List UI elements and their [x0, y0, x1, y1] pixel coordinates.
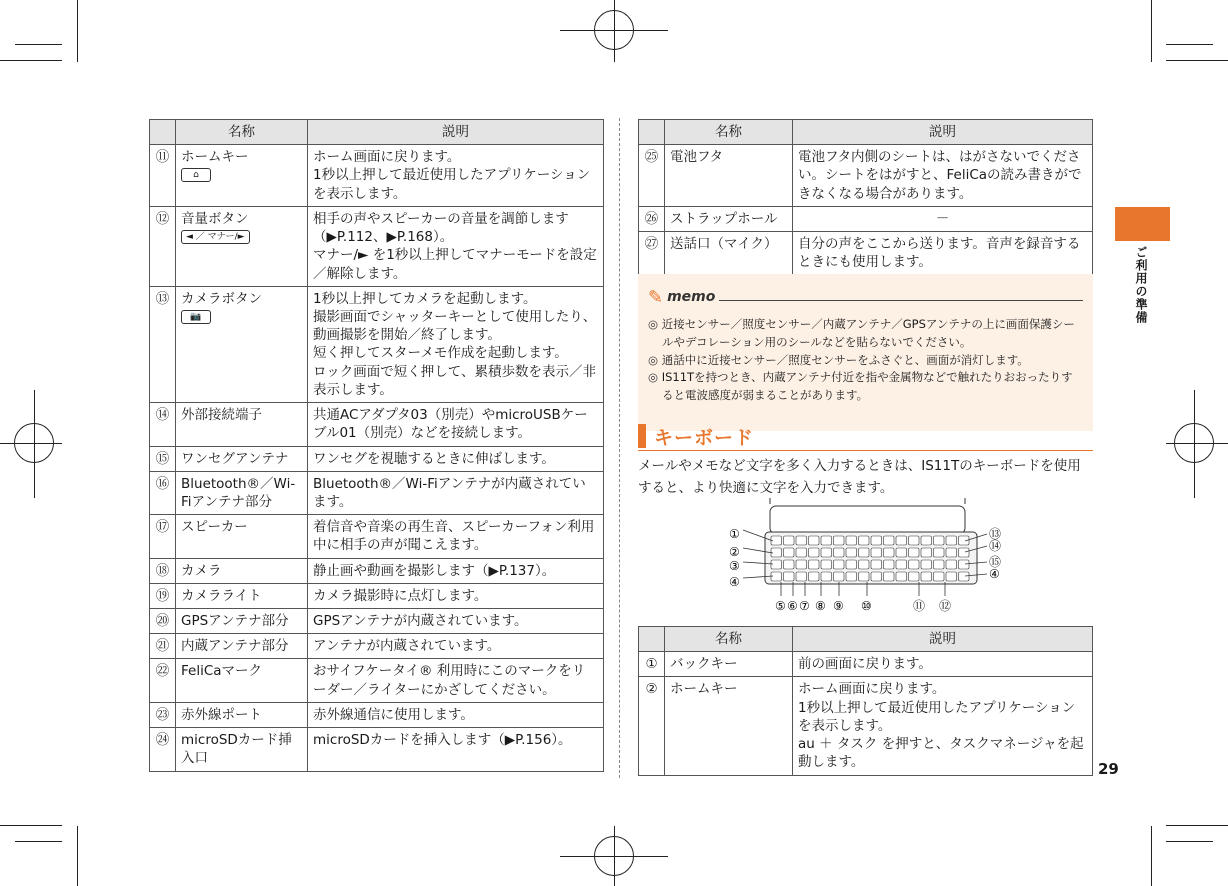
keyboard-key — [871, 548, 882, 557]
left-table-body — [150, 145, 604, 771]
memo-item: ◎ 近接センサー／照度センサー／内蔵アンテナ／GPSアンテナの上に画面保護シールやデコレーション用のシールなどを貼らないでください。 — [648, 317, 1075, 349]
keyboard-key — [796, 560, 807, 569]
bullet-icon: ◎ — [648, 352, 662, 367]
description-line: アンテナが内蔵されています。 — [313, 638, 501, 655]
keyboard-key — [871, 572, 882, 581]
keyboard-key — [959, 548, 970, 557]
row-number: ⑰ — [150, 515, 176, 558]
keyboard-key — [784, 536, 795, 545]
part-description — [308, 471, 604, 514]
keyboard-key — [784, 560, 795, 569]
part-name-text: 電池フタ — [670, 149, 724, 166]
part-description — [308, 515, 604, 558]
description-line: 前の画面に戻ります。 — [798, 656, 932, 673]
keyboard-key — [909, 548, 920, 557]
bottom-callouts — [775, 599, 951, 613]
row-number: ⑬ — [150, 286, 176, 402]
keyboard-key — [896, 548, 907, 557]
heading-bar — [638, 424, 646, 448]
part-description — [308, 446, 604, 471]
part-name — [176, 446, 308, 471]
keyboard-key — [909, 560, 920, 569]
bottom-callout: ⑪ — [913, 599, 926, 613]
keyboard-key — [934, 560, 945, 569]
keyboard-key — [934, 536, 945, 545]
header-desc: 説明 — [308, 120, 604, 145]
description-line: 短く押してスターメモ作成を起動します。 — [313, 345, 568, 362]
header-num — [150, 120, 176, 145]
callout-15: ⑮ — [989, 555, 1002, 569]
part-description — [308, 728, 604, 771]
part-description — [308, 145, 604, 207]
row-number: ㉒ — [150, 659, 176, 702]
description-line: GPSアンテナが内蔵されています。 — [313, 613, 528, 630]
keyboard-key — [834, 560, 845, 569]
part-description — [308, 609, 604, 634]
keyboard-key — [871, 560, 882, 569]
part-name-text: ワンセグアンテナ — [181, 450, 289, 467]
column-divider — [619, 118, 620, 778]
part-name-text: ホームキー — [670, 681, 738, 698]
part-name-text: 赤外線ポート — [181, 706, 262, 723]
memo-item: ◎ IS11Tを持つとき、内蔵アンテナ付近を指や金属物などで触れたりおおったりすると電波感度が弱まることがあります。 — [648, 370, 1073, 403]
header-name: 名称 — [665, 627, 793, 652]
right-table-body — [639, 145, 1093, 275]
part-description — [793, 652, 1093, 677]
bullet-icon: ◎ — [648, 317, 662, 331]
header-desc: 説明 — [793, 627, 1093, 652]
keyboard-key — [846, 560, 857, 569]
memo-item: ◎ 通話中に近接センサー／照度センサーをふさぐと、画面が消灯します。 — [648, 352, 1029, 367]
keyboard-key — [921, 560, 932, 569]
part-name-text: カメラボタン — [181, 290, 262, 307]
description-line: 赤外線通信に使用します。 — [313, 706, 474, 723]
part-name — [176, 659, 308, 702]
table-row — [150, 471, 604, 514]
part-name-text: 内蔵アンテナ部分 — [181, 638, 289, 655]
page-number: 29 — [1098, 760, 1119, 778]
table-row — [639, 232, 1093, 275]
table-row — [150, 145, 604, 207]
table-row — [150, 403, 604, 446]
row-number: ⑪ — [150, 145, 176, 207]
keyboard-key — [859, 560, 870, 569]
chapter-label: ご利用の準備 — [1134, 246, 1148, 324]
part-name — [176, 728, 308, 771]
keyboard-key — [884, 548, 895, 557]
row-number: ⑲ — [150, 583, 176, 608]
keyboard-key — [821, 560, 832, 569]
row-number: ㉑ — [150, 634, 176, 659]
section-heading — [638, 423, 1093, 449]
key-table-body — [639, 652, 1093, 775]
part-name — [176, 471, 308, 514]
keyboard-key — [821, 548, 832, 557]
keyboard-key — [784, 548, 795, 557]
bullet-icon: ◎ — [648, 370, 662, 385]
description-line: au ＋ タスク を押すと、タスクマネージャを起動します。 — [798, 736, 1084, 771]
keyboard-key — [859, 548, 870, 557]
description-line: 1秒以上押してカメラを起動します。 — [313, 290, 537, 307]
keyboard-key — [909, 536, 920, 545]
description-line: 相手の声やスピーカーの音量を調節します（▶P.112、▶P.168）。 — [313, 210, 569, 246]
table-row — [150, 702, 604, 727]
row-number: ⑱ — [150, 558, 176, 583]
part-name — [176, 609, 308, 634]
part-name-text: ホームキー — [181, 149, 249, 166]
header-name: 名称 — [665, 120, 793, 145]
row-number: ⑯ — [150, 471, 176, 514]
part-name — [176, 702, 308, 727]
table-row — [150, 515, 604, 558]
keyboard-key — [846, 572, 857, 581]
part-name-text: Bluetooth®／Wi-Fiアンテナ部分 — [181, 475, 296, 510]
keyboard-key — [871, 536, 882, 545]
keyboard-key — [796, 572, 807, 581]
part-description — [793, 206, 1093, 231]
part-description — [308, 634, 604, 659]
part-name — [176, 403, 308, 446]
key-glyph-icon: ⌂ — [181, 168, 211, 182]
keyboard-key — [834, 548, 845, 557]
keyboard-key — [784, 572, 795, 581]
keyboard-key — [959, 560, 970, 569]
row-number: ⑭ — [150, 403, 176, 446]
keyboard-key — [921, 572, 932, 581]
row-number: ⑳ — [150, 609, 176, 634]
part-name — [665, 206, 793, 231]
keyboard-key — [946, 560, 957, 569]
row-number: ㉕ — [639, 145, 665, 207]
table-row — [150, 446, 604, 471]
table-row — [150, 609, 604, 634]
keyboard-key — [946, 548, 957, 557]
callout-14: ⑭ — [989, 539, 1002, 553]
keyboard-key — [846, 548, 857, 557]
callout-3: ③ — [729, 559, 740, 573]
keyboard-key — [884, 536, 895, 545]
table-row — [150, 728, 604, 771]
part-name-text: カメラ — [181, 562, 222, 579]
keyboard-key — [884, 560, 895, 569]
table-row — [639, 206, 1093, 231]
keyboard-key — [946, 572, 957, 581]
memo-header — [648, 286, 1083, 308]
description-line: 自分の声をここから送ります。音声を録音するときにも使用します。 — [798, 236, 1081, 271]
keyboard-key — [834, 536, 845, 545]
part-name-text: バックキー — [670, 656, 738, 673]
table-row — [639, 145, 1093, 207]
parts-table-right — [638, 119, 1093, 276]
row-number: ㉖ — [639, 206, 665, 231]
row-number: ⑮ — [150, 446, 176, 471]
keyboard-key — [771, 548, 782, 557]
keyboard-key — [896, 560, 907, 569]
memo-label: memo — [667, 289, 716, 305]
part-name — [665, 232, 793, 275]
description-line: マナー/► を1秒以上押してマナーモードを設定／解除します。 — [313, 247, 597, 282]
bottom-callout: ⑥ — [787, 599, 798, 613]
row-number: ㉗ — [639, 232, 665, 275]
bottom-callout: ⑨ — [833, 599, 844, 613]
row-number: ㉓ — [150, 702, 176, 727]
description-line: microSDカードを挿入します（▶P.156）。 — [313, 732, 572, 749]
part-description — [308, 206, 604, 286]
part-name-text: microSDカード挿入口 — [181, 732, 292, 767]
keyboard-key — [859, 572, 870, 581]
description-line: 静止画や動画を撮影します（▶P.137）。 — [313, 562, 556, 579]
header-desc: 説明 — [793, 120, 1093, 145]
keyboard-key — [796, 548, 807, 557]
keyboard-key — [934, 572, 945, 581]
memo-rule — [719, 300, 1083, 301]
part-name — [665, 145, 793, 207]
description-line: ワンセグを視聴するときに伸ばします。 — [313, 450, 555, 467]
part-name — [176, 583, 308, 608]
keyboard-illustration — [725, 498, 1015, 618]
keyboard-key — [946, 536, 957, 545]
keyboard-key — [909, 572, 920, 581]
description-line: おサイフケータイ® 利用時にこのマークをリーダー／ライターにかざしてください。 — [313, 663, 586, 698]
pen-icon: ✎ — [648, 286, 664, 308]
description-line: Bluetooth®／Wi-Fiアンテナが内蔵されています。 — [313, 475, 586, 510]
key-glyph-icon: ◄ ／ マナー/► — [181, 230, 250, 244]
part-description — [308, 286, 604, 402]
part-name — [176, 634, 308, 659]
part-name-text: FeliCaマーク — [181, 663, 263, 680]
heading-underline — [638, 450, 1093, 451]
description-line: ロック画面で短く押して、累積歩数を表示／非表示します。 — [313, 363, 596, 398]
table-row — [150, 286, 604, 402]
keyboard-key — [921, 536, 932, 545]
part-name-text: ストラップホール — [670, 210, 778, 227]
header-name: 名称 — [176, 120, 308, 145]
part-name — [176, 145, 308, 207]
part-name — [665, 677, 793, 775]
row-number: ⑫ — [150, 206, 176, 286]
header-num — [639, 120, 665, 145]
description-line: 電池フタ内側のシートは、はがさないでください。シートをはがすと、FeliCaの読み書きができなくなる場合があります。 — [798, 149, 1082, 202]
callout-13: ⑬ — [989, 527, 1002, 541]
table-row — [150, 583, 604, 608]
keyboard-key — [896, 572, 907, 581]
memo-list — [648, 316, 1083, 405]
part-description — [308, 702, 604, 727]
description-line: － — [935, 210, 950, 227]
part-name-text: 送話口（マイク） — [670, 236, 778, 253]
keyboard-key — [846, 536, 857, 545]
parts-table-left — [149, 119, 604, 772]
part-name-text: 音量ボタン — [181, 210, 249, 227]
table-row — [150, 558, 604, 583]
keyboard-key — [834, 572, 845, 581]
bottom-callout: ⑤ — [775, 599, 786, 613]
keyboard-key — [959, 572, 970, 581]
keyboard-key — [821, 536, 832, 545]
keyboard-key — [809, 536, 820, 545]
bottom-callout: ⑦ — [799, 599, 810, 613]
callout-2: ② — [729, 545, 740, 559]
part-name — [176, 206, 308, 286]
part-description — [793, 145, 1093, 207]
row-number: ① — [639, 652, 665, 677]
keyboard-key — [821, 572, 832, 581]
description-line: カメラ撮影時に点灯します。 — [313, 587, 488, 604]
bottom-callout: ⑧ — [815, 599, 826, 613]
keyboard-key — [934, 548, 945, 557]
description-line: 撮影画面でシャッターキーとして使用したり、動画撮影を開始／終了します。 — [313, 308, 597, 344]
header-num — [639, 627, 665, 652]
keyboard-key — [896, 536, 907, 545]
part-name — [176, 286, 308, 402]
part-description — [793, 232, 1093, 275]
part-name — [176, 515, 308, 558]
description-line: 1秒以上押して最近使用したアプリケーションを表示します。 — [798, 699, 1076, 734]
part-description — [793, 677, 1093, 775]
part-description — [308, 558, 604, 583]
table-row — [639, 677, 1093, 775]
bottom-callout: ⑫ — [939, 599, 952, 613]
right-callouts — [989, 527, 1001, 581]
chapter-tab — [1115, 207, 1170, 241]
section-intro: メールやメモなど文字を多く入力するときは、IS11Tのキーボードを使用すると、より快適に文字を入力できます。 — [638, 458, 1081, 497]
table-row — [639, 652, 1093, 677]
part-name-text: カメラライト — [181, 587, 262, 604]
section-title: キーボード — [654, 426, 755, 449]
callout-1: ① — [729, 527, 740, 541]
keyboard-key — [809, 548, 820, 557]
keyboard-key — [771, 572, 782, 581]
part-name — [176, 558, 308, 583]
callout-4-left: ④ — [729, 575, 740, 589]
part-description — [308, 659, 604, 702]
keyboard-key — [859, 536, 870, 545]
description-line: ホーム画面に戻ります。 — [313, 149, 461, 166]
table-row — [150, 634, 604, 659]
left-callouts — [729, 527, 740, 589]
bottom-callout: ⑩ — [861, 599, 872, 613]
part-description — [308, 583, 604, 608]
part-name-text: 外部接続端子 — [181, 407, 262, 424]
row-number: ㉔ — [150, 728, 176, 771]
keyboard-table — [638, 626, 1093, 776]
part-name-text: スピーカー — [181, 519, 248, 536]
keyboard-key — [884, 572, 895, 581]
description-line: 着信音や音楽の再生音、スピーカーフォン利用中に相手の声が聞こえます。 — [313, 519, 595, 554]
table-row — [150, 659, 604, 702]
memo-box — [638, 274, 1093, 431]
keyboard-key — [796, 536, 807, 545]
keyboard-key — [809, 572, 820, 581]
key-glyph-icon: 📷 — [181, 310, 211, 324]
description-line: ホーム画面に戻ります。 — [798, 681, 946, 698]
part-description — [308, 403, 604, 446]
callout-4-right: ④ — [989, 567, 1000, 581]
keyboard-key — [809, 560, 820, 569]
keyboard-key — [921, 548, 932, 557]
part-name-text: GPSアンテナ部分 — [181, 613, 289, 630]
description-line: 共通ACアダプタ03（別売）やmicroUSBケーブル01（別売）などを接続します。 — [313, 407, 588, 442]
part-name — [665, 652, 793, 677]
table-row — [150, 206, 604, 286]
keyboard-key — [771, 560, 782, 569]
description-line: 1秒以上押して最近使用したアプリケーションを表示します。 — [313, 167, 591, 202]
row-number: ② — [639, 677, 665, 775]
